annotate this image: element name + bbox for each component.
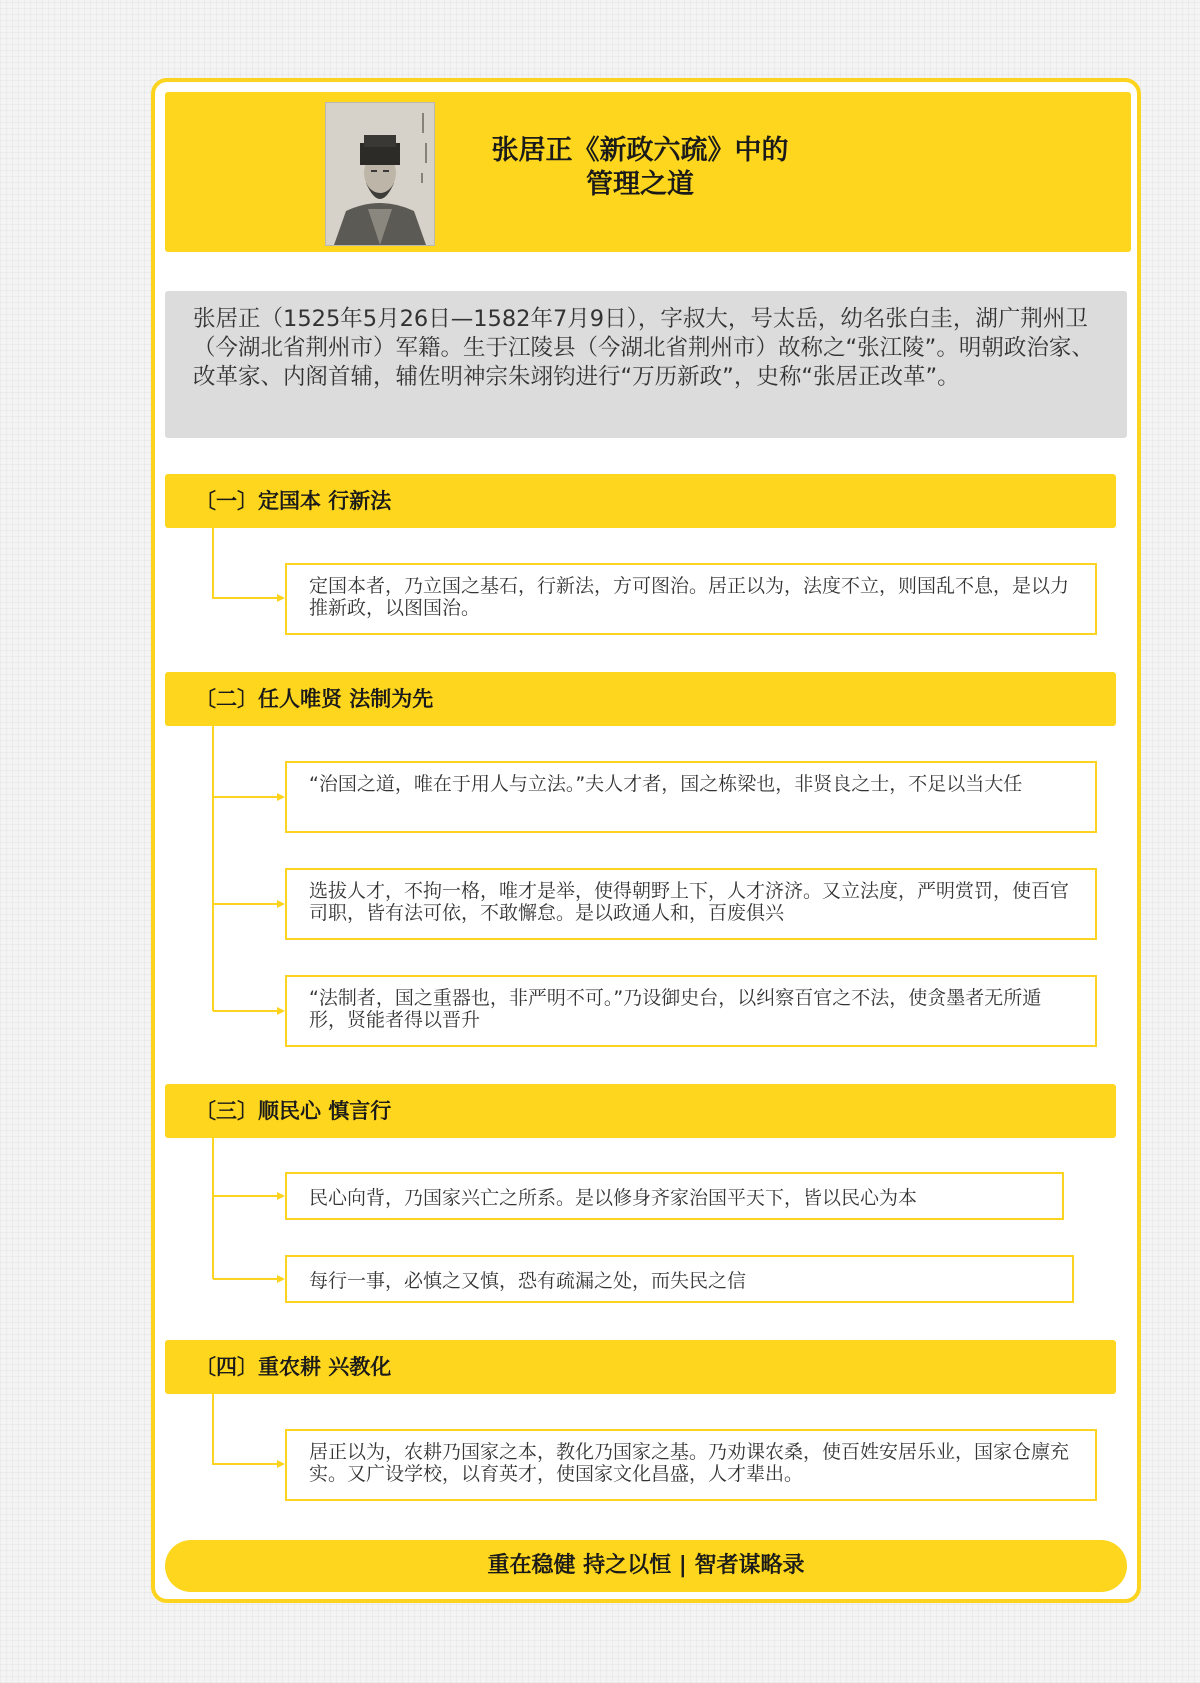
title-line-2: 管理之道	[586, 169, 694, 200]
intro-paragraph: 张居正（1525年5月26日—1582年7月9日），字叔大，号太岳，幼名张白圭，湖广荆州卫（今湖北省荆州市）军籍。生于江陵县（今湖北省荆州市）故称之“张江陵”。明朝政治家、改革家、内阁首辅，辅佐明神宗朱翊钧进行“万历新政”，史称“张居正改革”。	[165, 291, 1127, 438]
section-header-4: 〔四〕重农耕 兴教化	[165, 1340, 1116, 1394]
title-banner	[165, 92, 1131, 252]
section-2-item-3: “法制者，国之重器也，非严明不可。”乃设御史台，以纠察百官之不法，使贪墨者无所遁形，贤能者得以晋升	[285, 975, 1097, 1047]
section-header-1: 〔一〕定国本 行新法	[165, 474, 1116, 528]
title-line-1: 张居正《新政六疏》中的	[491, 135, 789, 166]
section-1-item-1: 定国本者，乃立国之基石，行新法，方可图治。居正以为，法度不立，则国乱不息，是以力推新政，以图国治。	[285, 563, 1097, 635]
section-header-3: 〔三〕顺民心 慎言行	[165, 1084, 1116, 1138]
section-3-item-2: 每行一事，必慎之又慎，恐有疏漏之处，而失民之信	[285, 1255, 1074, 1303]
section-2-item-1: “治国之道，唯在于用人与立法。”夫人才者，国之栋梁也，非贤良之士，不足以当大任	[285, 761, 1097, 833]
section-3-item-1: 民心向背，乃国家兴亡之所系。是以修身齐家治国平天下，皆以民心为本	[285, 1172, 1064, 1220]
page-title	[465, 134, 815, 202]
section-2-item-2: 选拔人才，不拘一格，唯才是举，使得朝野上下，人才济济。又立法度，严明赏罚，使百官司职，皆有法可依，不敢懈怠。是以政通人和，百废俱兴	[285, 868, 1097, 940]
scholar-portrait-icon	[325, 102, 435, 246]
section-header-2: 〔二〕任人唯贤 法制为先	[165, 672, 1116, 726]
section-4-item-1: 居正以为，农耕乃国家之本，教化乃国家之基。乃劝课农桑，使百姓安居乐业，国家仓廪充实。又广设学校，以育英才，使国家文化昌盛，人才辈出。	[285, 1429, 1097, 1501]
footer-banner: 重在稳健 持之以恒 | 智者谋略录	[165, 1540, 1127, 1592]
